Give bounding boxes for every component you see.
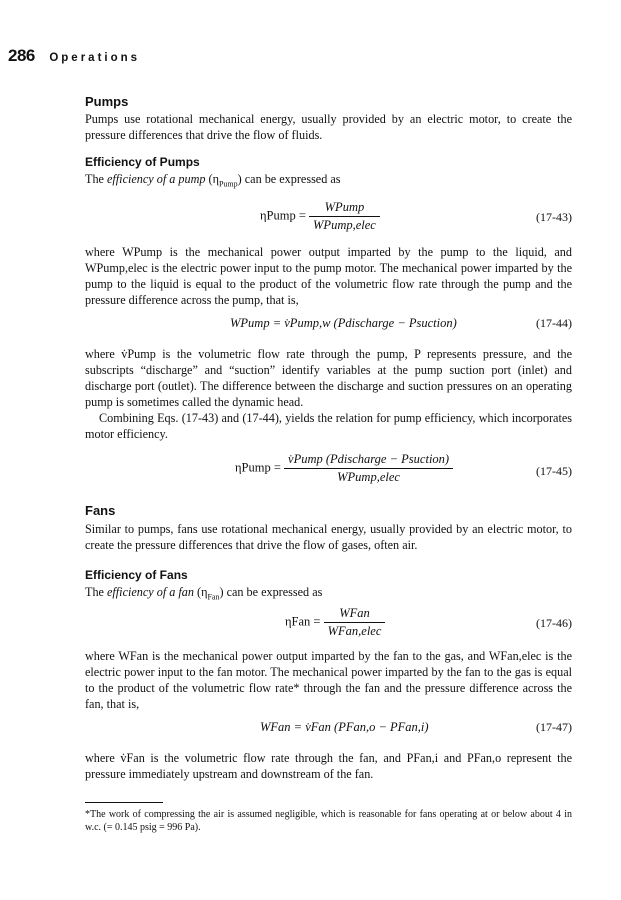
eq43-lhs: ηPump = <box>260 208 306 223</box>
eq44-expression: WPump = v̇Pump,w (Pdischarge − Psuction) <box>230 316 457 330</box>
heading-efficiency-of-pumps: Efficiency of Pumps <box>85 155 200 169</box>
pump-paragraph-after-44: where v̇Pump is the volumetric flow rate through the pump, P represents pressure, and the subscripts “discharge” and “suction” identify variables at the pump suction port (inlet) and discharge port (outlet). The difference between the discharge and suction pressures on an operating pump is sometimes called the dynamic head. Combining Eqs. (17-43) and (17-44), yields the relation for pump efficiency, which incorporates motor efficiency. <box>85 347 572 441</box>
heading-pumps: Pumps <box>85 94 129 109</box>
equation-number: (17-45) <box>536 464 572 478</box>
eq43-numerator: WPump <box>309 200 380 217</box>
combining-paragraph: Combining Eqs. (17-43) and (17-44), yields the relation for pump efficiency, which incorporates motor efficiency. <box>85 411 572 441</box>
eq43-denominator: WPump,elec <box>313 218 376 232</box>
heading-fans: Fans <box>85 503 116 518</box>
equation-17-45 <box>85 450 572 490</box>
pump-paragraph-after-43: where WPump is the mechanical power output imparted by the pump to the liquid, and WPump,elec is the electric power input to the pump motor. The mechanical power imparted by the pump to the liquid is equal to the product of the volumetric flow rate through the pump and the pressure difference across the pump, that is, <box>85 245 572 307</box>
fan-paragraph-after-47: where v̇Fan is the volumetric flow rate through the fan, and PFan,i and PFan,o represent the pressure immediately upstream and downstream of the fan. <box>85 751 572 781</box>
equation-number: (17-46) <box>536 616 572 630</box>
section-title: Operations <box>49 52 141 64</box>
eq45-denominator: WPump,elec <box>337 470 400 484</box>
page-number: 286 <box>8 46 35 65</box>
eq46-lhs: ηFan = <box>285 614 321 629</box>
equation-number: (17-43) <box>536 210 572 224</box>
fans-paragraph: Similar to pumps, fans use rotational mechanical energy, usually provided by an electric motor, to create the pressure differences that drive the flow of gases, often air. <box>85 522 572 552</box>
fan-efficiency-section <box>85 568 572 605</box>
fan-paragraph-after-46: where WFan is the mechanical power output imparted by the fan to the gas, and WFan,elec is the electric power input to the fan motor. The mechanical power imparted by the fan to the gas is equal to the product of the volumetric flow rate* through the fan and the pressure difference across the fan, that is, <box>85 649 572 711</box>
eq46-numerator: WFan <box>324 606 386 623</box>
equation-17-46 <box>85 604 572 644</box>
running-header <box>8 46 140 66</box>
heading-efficiency-of-fans: Efficiency of Fans <box>85 568 188 582</box>
equation-number: (17-44) <box>536 316 572 330</box>
pumps-paragraph: Pumps use rotational mechanical energy, usually provided by an electric motor, to create the pressure differences that drive the flow of fluids. <box>85 112 572 142</box>
fans-section <box>85 503 572 553</box>
pump-efficiency-section <box>85 155 572 192</box>
fan-efficiency-intro: The efficiency of a fan $(\eta_{Fan})$ can be expressed as <box>85 585 323 602</box>
pump-efficiency-intro: The efficiency of a pump $(\eta_{Pump})$ can be expressed as <box>85 172 341 189</box>
pumps-section <box>85 94 572 143</box>
eq45-lhs: ηPump = <box>235 460 281 475</box>
footnote: *The work of compressing the air is assumed negligible, which is reasonable for fans operating at or below about 4 in w.c. (= 0.145 psig = 996 Pa). <box>85 809 572 833</box>
eq45-numerator: v̇Pump (Pdischarge − Psuction) <box>284 452 453 469</box>
equation-number: (17-47) <box>536 720 572 734</box>
footnote-rule <box>85 802 163 803</box>
eq47-expression: WFan = v̇Fan (PFan,o − PFan,i) <box>260 720 429 734</box>
eq46-denominator: WFan,elec <box>327 624 382 638</box>
equation-17-43 <box>85 198 572 238</box>
